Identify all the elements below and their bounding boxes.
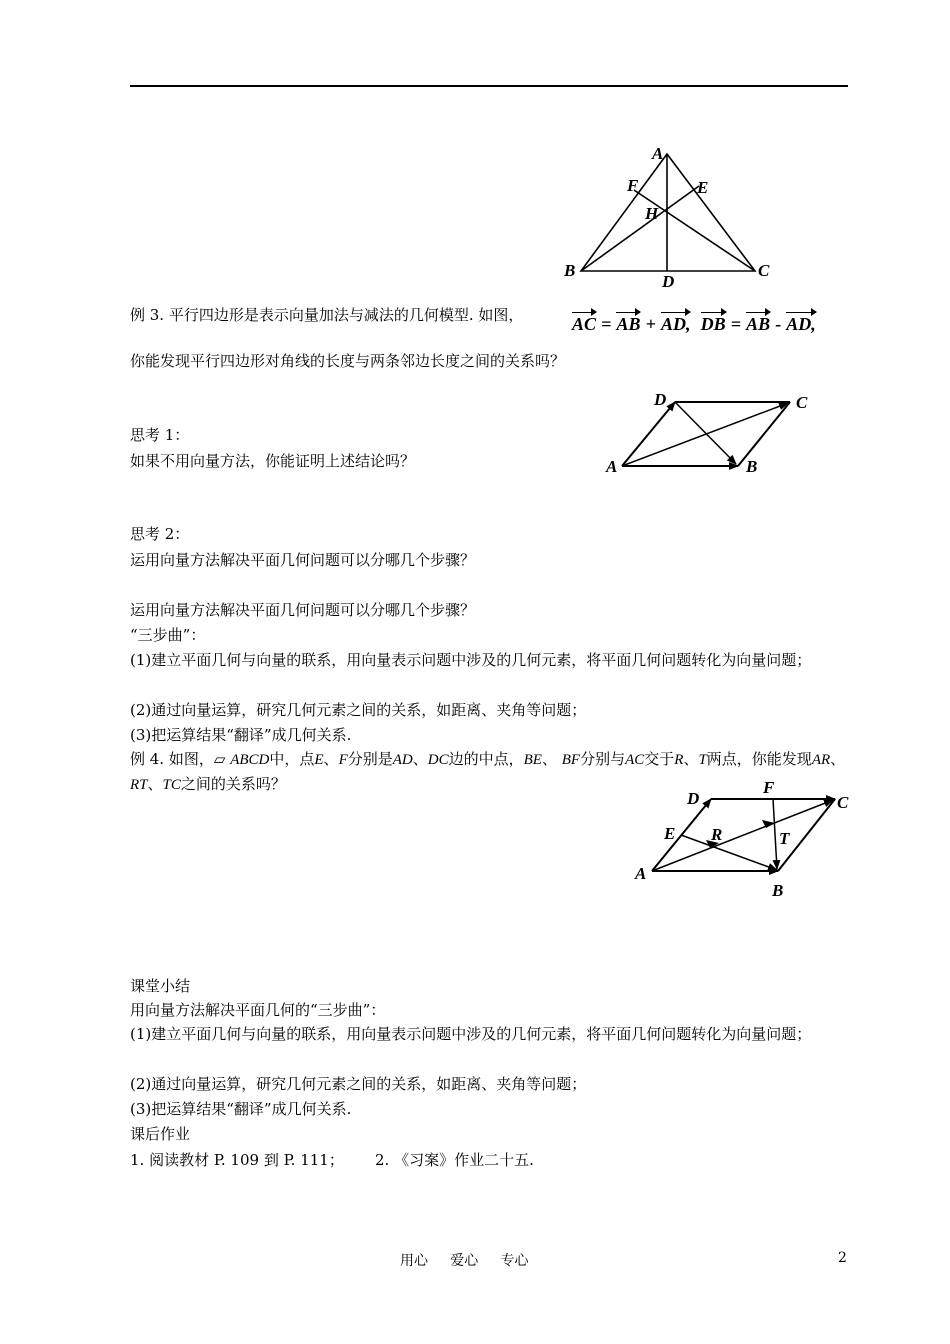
plus-sign: + [645, 314, 656, 334]
summary-item-2: (2)通过向量运算，研究几何元素之间的关系，如距离、夹角等问题； [130, 1075, 587, 1093]
triangle-label-h: H [645, 204, 659, 223]
steps-item-3: (3)把运算结果“翻译”成几何关系. [130, 726, 352, 744]
math-rt: RT [130, 777, 148, 793]
text-segment: 、 [683, 750, 699, 768]
eq-sign-2: = [730, 314, 741, 334]
steps-item-2: (2)通过向量运算，研究几何元素之间的关系，如距离、夹角等问题； [130, 701, 587, 719]
para2-label-t: T [779, 829, 790, 848]
steps-name: “三步曲”： [130, 626, 206, 644]
para2-label-e: E [664, 824, 676, 843]
example4-lead: 例 4. 如图， [130, 750, 214, 768]
homework-title: 课后作业 [130, 1125, 191, 1143]
text-segment: 分别是 [347, 750, 393, 768]
parallelogram-figure-2 [630, 776, 860, 900]
vector-ab-2: AB [746, 314, 771, 334]
summary-item-3: (3)把运算结果“翻译”成几何关系. [130, 1100, 352, 1118]
vector-ac: AC [572, 314, 597, 334]
text-segment: 之间的关系吗？ [180, 775, 286, 793]
text-segment: 、 [541, 750, 562, 768]
steps-question: 运用向量方法解决平面几何问题可以分哪几个步骤？ [130, 601, 476, 619]
para2-label-b: B [772, 881, 784, 900]
triangle-label-f: F [627, 176, 639, 195]
text-segment: 中，点 [269, 750, 315, 768]
think2-body: 运用向量方法解决平面几何问题可以分哪几个步骤？ [130, 551, 476, 569]
para1-label-a: A [606, 457, 618, 476]
vector-db: DB [700, 314, 726, 334]
vector-ad: AD, [660, 314, 691, 334]
summary-intro: 用向量方法解决平面几何的“三步曲”： [130, 1001, 386, 1019]
para2-label-r: R [711, 825, 723, 844]
parallelogram-symbol: ▱ [213, 750, 226, 768]
think1-body: 如果不用向量方法，你能证明上述结论吗？ [130, 452, 416, 470]
page-number: 2 [838, 1250, 847, 1266]
para1-label-b: B [746, 457, 758, 476]
text-segment: 、 [830, 750, 846, 768]
summary-title: 课堂小结 [130, 977, 191, 995]
example3-question: 你能发现平行四边形对角线的长度与两条邻边长度之间的关系吗？ [130, 352, 566, 370]
homework-item-1: 1. 阅读教材 P. 109 到 P. 111； [130, 1151, 344, 1169]
footer-motto: 用心 爱心 专心 [400, 1253, 529, 1269]
triangle-figure [555, 140, 785, 295]
minus-sign: - [775, 314, 782, 334]
homework-item-2: 2. 《习案》作业二十五. [375, 1151, 534, 1169]
example3-intro: 例 3. 平行四边形是表示向量加法与减法的几何模型. 如图， [130, 306, 524, 324]
vector-ad-2: AD, [786, 314, 816, 334]
para1-label-c: C [796, 393, 808, 412]
text-segment: 边的中点， [448, 750, 524, 768]
triangle-label-d: D [662, 272, 675, 291]
parallelogram-figure-1 [600, 388, 820, 480]
para2-label-d: D [687, 789, 700, 808]
para2-label-a: A [635, 864, 647, 883]
text-segment: 交于 [644, 750, 675, 768]
math-ad: AD [392, 752, 413, 768]
math-r: R [674, 752, 684, 768]
think2-title: 思考 2： [130, 525, 190, 543]
math-bf: BF [561, 752, 581, 768]
text-segment: 、 [412, 750, 428, 768]
math-be: BE [523, 752, 542, 768]
text-segment: 、 [147, 775, 163, 793]
eq-sign: = [601, 314, 612, 334]
math-ac: AC [625, 752, 645, 768]
header-rule [130, 85, 848, 87]
triangle-label-c: C [758, 261, 770, 280]
math-t: T [698, 752, 707, 768]
steps-item-1: (1)建立平面几何与向量的联系，用向量表示问题中涉及的几何元素，将平面几何问题转化为向量问题； [130, 651, 812, 669]
triangle-label-b: B [564, 261, 576, 280]
text-segment: 、 [323, 750, 339, 768]
math-e: E [314, 752, 324, 768]
math-tc: TC [162, 777, 181, 793]
example3-formula [572, 312, 816, 335]
triangle-label-a: A [652, 144, 664, 163]
math-ar: AR [811, 752, 831, 768]
text-segment: 两点，你能发现 [706, 750, 812, 768]
vector-ab: AB [616, 314, 641, 334]
think1-title: 思考 1： [130, 426, 190, 444]
math-f: F [338, 752, 348, 768]
para2-label-c: C [837, 793, 849, 812]
text-segment: 分别与 [580, 750, 626, 768]
summary-item-1: (1)建立平面几何与向量的联系，用向量表示问题中涉及的几何元素，将平面几何问题转化为向量问题； [130, 1025, 812, 1043]
example3-line [130, 304, 523, 326]
triangle-label-e: E [697, 178, 709, 197]
para2-label-f: F [763, 778, 775, 797]
math-abcd: ABCD [230, 752, 270, 768]
math-dc: DC [427, 752, 449, 768]
para1-label-d: D [654, 390, 667, 409]
